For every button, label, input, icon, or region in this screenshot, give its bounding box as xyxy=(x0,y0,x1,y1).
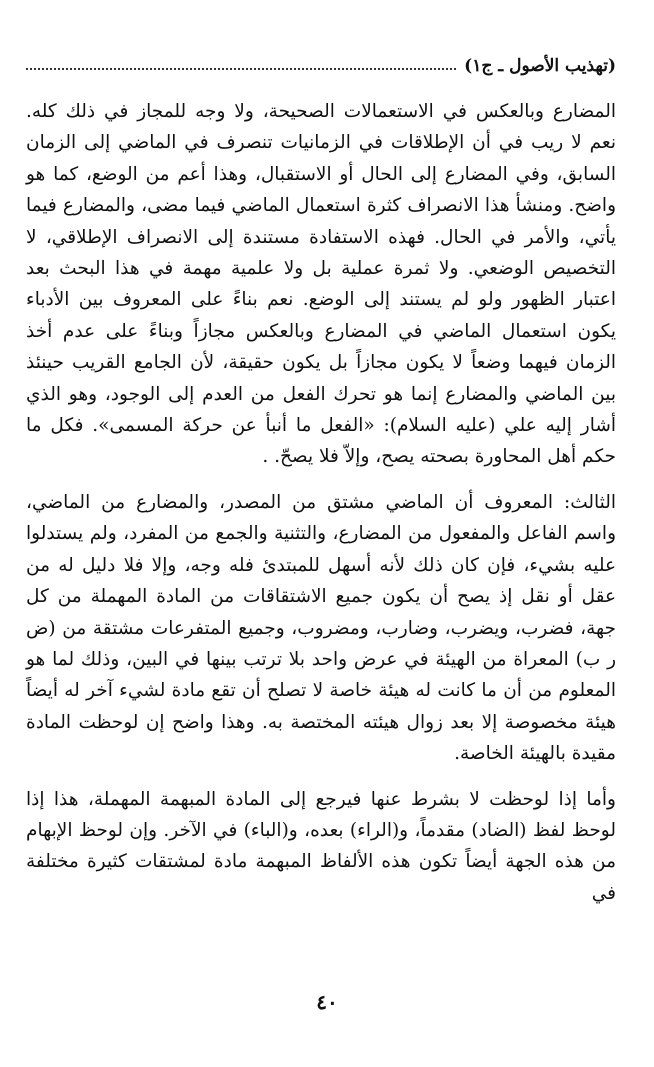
paragraph: الثالث: المعروف أن الماضي مشتق من المصدر، والمضارع من الماضي، واسم الفاعل والمفعول من المضارع، والتثنية والجمع من المفرد، ولم يستدلوا عليه بشيء، فإن كان ذلك لأنه أسهل للمبتدئ فله وجه، وإلا فلا دليل له من عقل أو نقل إذ يصح أن يكون جميع الاشتقاقات من المادة المهملة من كل جهة، فضرب، ويضرب، وضارب، ومضروب، وجميع المتفرعات مشتقة من (ض ر ب) المعراة من الهيئة في عرض واحد بلا ترتب بينها في البين، وذلك لما هو المعلوم من أن ما كانت له هيئة خاصة لا تصلح أن تقع مادة لشيء آخر له أيضاً هيئة مخصوصة إلا بعد زوال هيئته المختصة به. وهذا واضح إن لوحظت المادة مقيدة بالهيئة الخاصة. xyxy=(26,491,616,765)
running-header xyxy=(26,52,616,80)
book-title: (تهذيب الأصول ـ ج١) xyxy=(464,56,616,76)
page-number: ٤٠ xyxy=(316,990,338,1014)
paragraph: المضارع وبالعكس في الاستعمالات الصحيحة، ولا وجه للمجاز في ذلك كله. نعم لا ريب في أن الإطلاقات في الزمانيات تنصرف في الماضي إلى الزمان السابق، وفي المضارع إلى الحال أو الاستقبال، وهذا أعم من الوضع، كما هو واضح. ومنشأ هذا الانصراف كثرة استعمال الماضي فيما مضى، والمضارع فيما يأتي، والأمر في الحال. فهذه الاستفادة مستندة إلى الانصراف الإطلاقي، لا التخصيص الوضعي. ولا ثمرة عملية بل ولا علمية مهمة في هذا البحث بعد اعتبار الظهور ولو لم يستند إلى الوضع. نعم بناءً على المعروف بين الأدباء يكون استعمال الماضي في المضارع وبالعكس مجازاً وبناءً على عدم أخذ الزمان فيهما وضعاً لا يكون مجازاً بل يكون حقيقة، لأن الجامع القريب حينئذ بين الماضي والمضارع إنما هو تحرك الفعل من العدم إلى الوجود، وهو الذي أشار إليه علي (عليه السلام): «الفعل ما أنبأ عن حركة المسمى». فكل ما حكم أهل المحاورة بصحته يصح، وإلاّ فلا يصحّ. . xyxy=(26,101,616,468)
paragraph: وأما إذا لوحظت لا بشرط عنها فيرجع إلى المادة المبهمة المهملة، هذا إذا لوحظ لفظ (الضاد) مقدماً، و(الراء) بعده، و(الباء) في الآخر. وإن لوحظ الإبهام من هذه الجهة أيضاً تكون هذه الألفاظ المبهمة مادة لمشتقات كثيرة مختلفة في xyxy=(26,788,616,904)
dotted-leader xyxy=(26,68,456,70)
body-text xyxy=(26,96,616,909)
